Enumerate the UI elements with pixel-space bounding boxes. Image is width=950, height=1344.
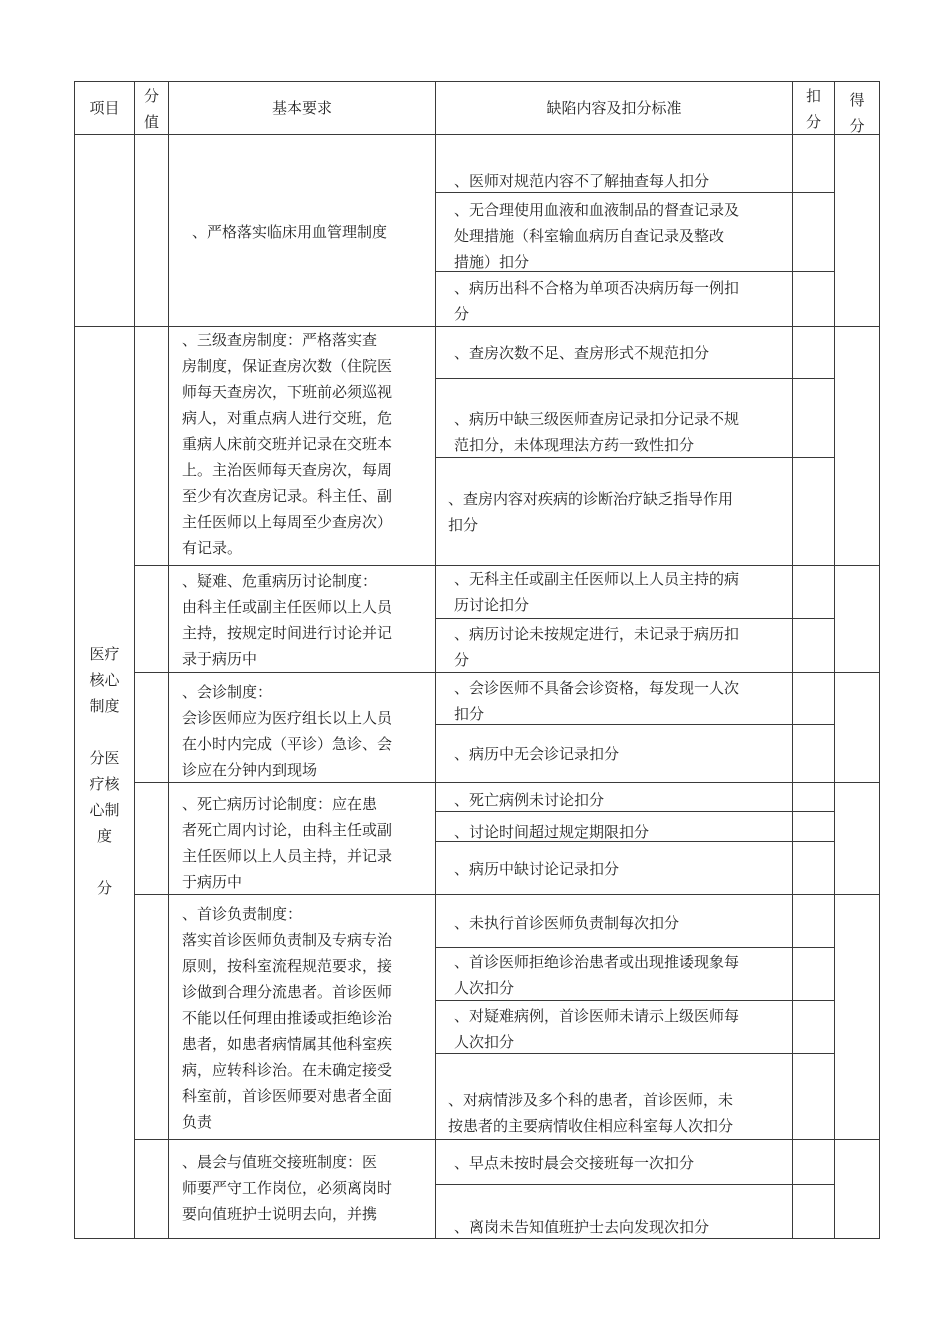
requirement-text: 、疑难、危重病历讨论制度： 由科主任或副主任医师以上人员 主持，按规定时间进行讨论并记 录于病历中 [182, 572, 393, 668]
defect-text: 、死亡病例未讨论扣分 [454, 791, 605, 809]
col-divider [792, 81, 793, 1239]
defect-text: 、早点未按时晨会交接班每一次扣分 [454, 1154, 695, 1172]
defect-text: 、会诊医师不具备会诊资格，每发现一人次 扣分 [454, 679, 740, 723]
header-divider [74, 134, 880, 135]
requirement-text: 、严格落实临床用血管理制度 [192, 223, 388, 241]
requirement-text: 、首诊负责制度： 落实首诊医师负责制及专病专治 原则，按科室流程规范要求，接 诊做到合理分流患者。首诊医师 不能以任何理由推诿或拒绝诊治 患者，如患者病情属其他科室疾 病，应转科诊治。在未确定接受 科室前，首诊医师要对患者全面 负责 [182, 905, 393, 1131]
defect-text: 、讨论时间超过规定期限扣分 [454, 823, 650, 841]
requirement-text: 、晨会与值班交接班制度：医 师要严守工作岗位，必须离岗时 要向值班护士说明去向，并携 [182, 1153, 393, 1223]
row-divider [134, 1139, 880, 1140]
subrow-divider [435, 378, 834, 379]
requirement-text: 、会诊制度： 会诊医师应为医疗组长以上人员 在小时内完成（平诊）急诊、会 诊应在分钟内到现场 [182, 683, 393, 779]
defect-text: 、未执行首诊医师负责制每次扣分 [454, 914, 680, 932]
header-deduction: 扣 分 [805, 87, 821, 131]
subrow-divider [435, 1184, 834, 1185]
defect-text: 、查房次数不足、查房形式不规范扣分 [454, 344, 710, 362]
col-divider [168, 81, 169, 1239]
defect-text: 、病历出科不合格为单项否决病历每一例扣 分 [454, 279, 740, 323]
defect-text: 、离岗未告知值班护士去向发现次扣分 [454, 1218, 710, 1236]
requirement-text: 、三级查房制度：严格落实查 房制度，保证查房次数（住院医 师每天查房次，下班前必须巡视 病人，对重点病人进行交班，危 重病人床前交班并记录在交班本 上。主治医师每天查房次，每周 至少有次查房记录。科主任、副 主任医师以上每周至少查房次） 有记录。 [182, 331, 393, 557]
header-item: 项目 [89, 99, 120, 117]
defect-text: 、首诊医师拒绝诊治患者或出现推诿现象每 人次扣分 [454, 953, 740, 997]
defect-text: 、医师对规范内容不了解抽查每人扣分 [454, 172, 710, 190]
subrow-divider [435, 618, 834, 619]
defect-text: 、病历中缺三级医师查房记录扣分记录不规 范扣分，未体现理法方药一致性扣分 [454, 410, 740, 454]
col-divider [134, 81, 135, 1239]
header-defect-criteria: 缺陷内容及扣分标准 [546, 99, 682, 117]
subrow-divider [435, 947, 834, 948]
requirement-text: 、死亡病历讨论制度：应在患 者死亡周内讨论，由科主任或副 主任医师以上人员主持，并记录 于病历中 [182, 795, 393, 891]
section-title: 医疗 核心 制度 分医 疗核 心制 度 分 [89, 645, 120, 897]
header-score: 分 值 [143, 87, 159, 131]
defect-text: 、无合理使用血液和血液制品的督查记录及 处理措施（科室输血病历自查记录及整改 措施）扣分 [454, 201, 740, 271]
defect-text: 、病历讨论未按规定进行，未记录于病历扣 分 [454, 625, 740, 669]
table-border-right [879, 81, 880, 1239]
header-basic-requirement: 基本要求 [271, 99, 332, 117]
defect-text: 、无科主任或副主任医师以上人员主持的病 历讨论扣分 [454, 570, 740, 614]
defect-text: 、病历中无会诊记录扣分 [454, 745, 620, 763]
defect-text: 、病历中缺讨论记录扣分 [454, 860, 620, 878]
table-border-top [74, 81, 880, 82]
defect-text: 、对疑难病例，首诊医师未请示上级医师每 人次扣分 [454, 1007, 740, 1051]
col-divider [834, 81, 835, 1239]
col-divider [435, 81, 436, 1239]
defect-text: 、对病情涉及多个科的患者，首诊医师，未 按患者的主要病情收住相应科室每人次扣分 [448, 1091, 734, 1135]
header-obtained-score: 得 分 [849, 91, 865, 135]
defect-text: 、查房内容对疾病的诊断治疗缺乏指导作用 扣分 [448, 490, 734, 534]
assessment-table [74, 81, 880, 1239]
